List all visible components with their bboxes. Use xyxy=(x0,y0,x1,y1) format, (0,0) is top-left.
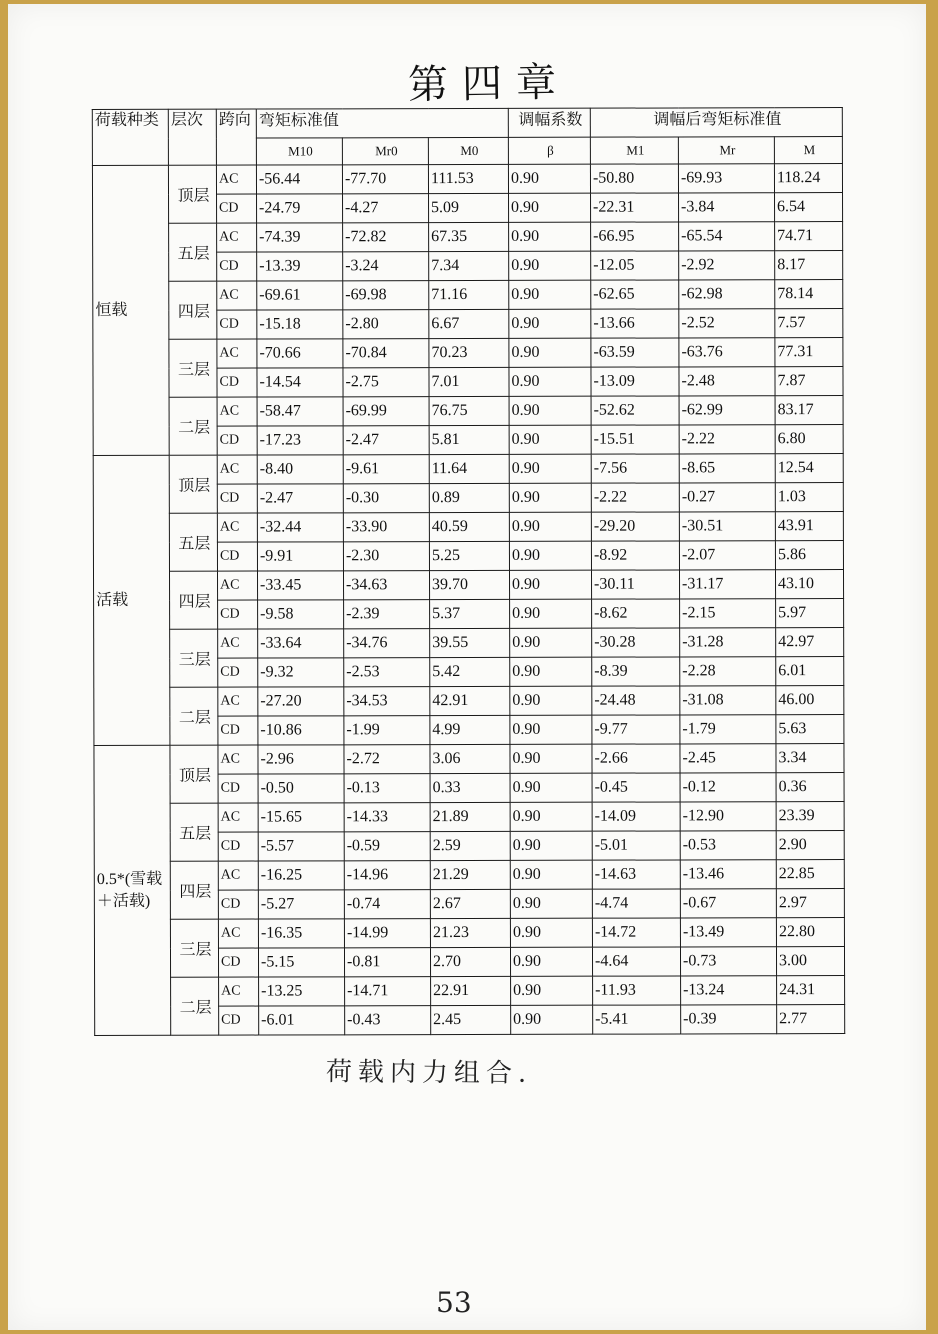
mr-cell: -8.65 xyxy=(679,454,775,483)
m-cell: 6.80 xyxy=(775,425,843,454)
span-cell: AC xyxy=(217,571,257,600)
mr-cell: -2.92 xyxy=(679,251,775,280)
mr0-cell: -70.84 xyxy=(343,339,429,368)
mr-cell: -31.17 xyxy=(679,570,775,599)
m10-cell: -27.20 xyxy=(258,687,344,716)
header-mr: Mr xyxy=(678,137,774,164)
mr-cell: -2.52 xyxy=(679,309,775,338)
m1-cell: -24.48 xyxy=(592,686,680,715)
beta-cell: 0.90 xyxy=(509,338,591,367)
beta-cell: 0.90 xyxy=(509,193,591,222)
span-cell: AC xyxy=(218,629,258,658)
mr-cell: -3.84 xyxy=(679,193,775,222)
beta-cell: 0.90 xyxy=(509,570,591,599)
mr-cell: -12.90 xyxy=(680,802,776,831)
mr-cell: -2.22 xyxy=(679,425,775,454)
mr0-cell: -0.74 xyxy=(344,890,430,919)
m1-cell: -2.66 xyxy=(592,744,680,773)
mr0-cell: -72.82 xyxy=(343,223,429,252)
header-m0: M0 xyxy=(428,137,508,164)
beta-cell: 0.90 xyxy=(509,222,591,251)
span-cell: CD xyxy=(217,484,257,513)
mr-cell: -0.39 xyxy=(681,1005,777,1034)
span-cell: AC xyxy=(217,281,257,310)
floor-cell: 四层 xyxy=(169,571,217,629)
m1-cell: -0.45 xyxy=(592,773,680,802)
beta-cell: 0.90 xyxy=(510,628,592,657)
header-m10: M10 xyxy=(256,138,342,165)
m-cell: 7.87 xyxy=(775,367,843,396)
m10-cell: -15.18 xyxy=(257,310,343,339)
mr0-cell: -3.24 xyxy=(343,252,429,281)
mr0-cell: -33.90 xyxy=(343,513,429,542)
mr-cell: -0.73 xyxy=(680,947,776,976)
m0-cell: 70.23 xyxy=(429,338,509,367)
span-cell: AC xyxy=(218,803,258,832)
m1-cell: -62.65 xyxy=(591,280,679,309)
m10-cell: -13.39 xyxy=(257,252,343,281)
mr0-cell: -77.70 xyxy=(342,165,428,194)
m1-cell: -29.20 xyxy=(591,512,679,541)
mr0-cell: -0.13 xyxy=(344,774,430,803)
load-type-cell: 活载 xyxy=(93,455,170,745)
span-cell: AC xyxy=(216,165,256,194)
m0-cell: 39.55 xyxy=(430,628,510,657)
beta-cell: 0.90 xyxy=(510,918,592,947)
m10-cell: -33.45 xyxy=(257,571,343,600)
beta-cell: 0.90 xyxy=(509,512,591,541)
header-beta: β xyxy=(508,137,590,164)
m0-cell: 5.42 xyxy=(430,657,510,686)
m1-cell: -2.22 xyxy=(591,483,679,512)
m10-cell: -16.35 xyxy=(258,919,344,948)
m-cell: 3.00 xyxy=(776,947,844,976)
m0-cell: 111.53 xyxy=(428,164,508,193)
mr0-cell: -2.75 xyxy=(343,368,429,397)
m-cell: 24.31 xyxy=(777,976,845,1005)
mr0-cell: -34.63 xyxy=(343,571,429,600)
m-cell: 74.71 xyxy=(775,222,843,251)
m1-cell: -50.80 xyxy=(590,164,678,193)
span-cell: AC xyxy=(218,745,258,774)
m0-cell: 2.67 xyxy=(430,889,510,918)
m1-cell: -5.01 xyxy=(592,831,680,860)
mr-cell: -2.07 xyxy=(679,541,775,570)
mr-cell: -1.79 xyxy=(680,715,776,744)
page-number: 53 xyxy=(436,1286,472,1319)
mr-cell: -31.28 xyxy=(680,628,776,657)
beta-cell: 0.90 xyxy=(509,367,591,396)
header-adjusted-moment: 调幅后弯矩标准值 xyxy=(590,108,842,138)
m-cell: 42.97 xyxy=(776,628,844,657)
m10-cell: -10.86 xyxy=(258,716,344,745)
mr0-cell: -69.99 xyxy=(343,397,429,426)
mr0-cell: -34.53 xyxy=(344,687,430,716)
m1-cell: -66.95 xyxy=(591,222,679,251)
m0-cell: 7.34 xyxy=(429,251,509,280)
m-cell: 22.85 xyxy=(776,860,844,889)
m0-cell: 67.35 xyxy=(429,222,509,251)
m10-cell: -2.47 xyxy=(257,484,343,513)
m1-cell: -5.41 xyxy=(593,1005,681,1034)
load-type-cell: 恒载 xyxy=(92,165,169,455)
beta-cell: 0.90 xyxy=(509,454,591,483)
floor-cell: 二层 xyxy=(171,977,219,1035)
mr0-cell: -14.99 xyxy=(344,919,430,948)
table-row xyxy=(92,164,842,195)
floor-cell: 五层 xyxy=(170,803,218,861)
m-cell: 7.57 xyxy=(775,309,843,338)
m0-cell: 0.33 xyxy=(430,773,510,802)
span-cell: AC xyxy=(217,513,257,542)
m0-cell: 40.59 xyxy=(429,512,509,541)
mr-cell: -62.99 xyxy=(679,396,775,425)
m0-cell: 2.70 xyxy=(430,947,510,976)
m-cell: 6.01 xyxy=(776,657,844,686)
m-cell: 43.91 xyxy=(775,512,843,541)
mr0-cell: -34.76 xyxy=(344,629,430,658)
span-cell: CD xyxy=(217,310,257,339)
m0-cell: 11.64 xyxy=(429,454,509,483)
m10-cell: -8.40 xyxy=(257,455,343,484)
floor-cell: 四层 xyxy=(169,281,217,339)
m-cell: 83.17 xyxy=(775,396,843,425)
m1-cell: -9.77 xyxy=(592,715,680,744)
m1-cell: -7.56 xyxy=(591,454,679,483)
m10-cell: -9.32 xyxy=(258,658,344,687)
mr-cell: -31.08 xyxy=(680,686,776,715)
m-cell: 12.54 xyxy=(775,454,843,483)
m-cell: 0.36 xyxy=(776,773,844,802)
m0-cell: 21.23 xyxy=(430,918,510,947)
span-cell: CD xyxy=(219,1006,259,1035)
span-cell: AC xyxy=(217,455,257,484)
m1-cell: -4.74 xyxy=(592,889,680,918)
m1-cell: -8.39 xyxy=(592,657,680,686)
m1-cell: -14.63 xyxy=(592,860,680,889)
m10-cell: -74.39 xyxy=(257,223,343,252)
m0-cell: 5.25 xyxy=(429,541,509,570)
m10-cell: -17.23 xyxy=(257,426,343,455)
mr-cell: -63.76 xyxy=(679,338,775,367)
span-cell: AC xyxy=(217,223,257,252)
mr0-cell: -1.99 xyxy=(344,716,430,745)
m-cell: 8.17 xyxy=(775,251,843,280)
floor-cell: 顶层 xyxy=(169,455,217,513)
floor-cell: 顶层 xyxy=(168,165,216,223)
m1-cell: -8.62 xyxy=(592,599,680,628)
span-cell: CD xyxy=(217,368,257,397)
span-cell: AC xyxy=(218,687,258,716)
table-row xyxy=(94,686,844,717)
mr-cell: -13.46 xyxy=(680,860,776,889)
header-m: M xyxy=(774,137,842,164)
beta-cell: 0.90 xyxy=(510,831,592,860)
m0-cell: 21.89 xyxy=(430,802,510,831)
m1-cell: -22.31 xyxy=(591,193,679,222)
moment-table xyxy=(92,107,845,1036)
m-cell: 5.86 xyxy=(775,541,843,570)
header-moment-std: 弯矩标准值 xyxy=(256,108,508,138)
m-cell: 78.14 xyxy=(775,280,843,309)
m1-cell: -52.62 xyxy=(591,396,679,425)
span-cell: AC xyxy=(218,919,258,948)
span-cell: CD xyxy=(218,948,258,977)
floor-cell: 三层 xyxy=(170,919,218,977)
span-cell: AC xyxy=(219,977,259,1006)
mr0-cell: -14.71 xyxy=(345,977,431,1006)
mr0-cell: -0.43 xyxy=(345,1006,431,1035)
table-row xyxy=(94,802,844,833)
header-floor: 层次 xyxy=(168,109,216,165)
m-cell: 46.00 xyxy=(776,686,844,715)
table-row xyxy=(95,976,845,1007)
floor-cell: 顶层 xyxy=(170,745,218,803)
m10-cell: -13.25 xyxy=(259,977,345,1006)
span-cell: CD xyxy=(217,542,257,571)
m-cell: 5.97 xyxy=(776,599,844,628)
m10-cell: -2.96 xyxy=(258,745,344,774)
mr-cell: -69.93 xyxy=(678,164,774,193)
m1-cell: -13.09 xyxy=(591,367,679,396)
mr0-cell: -2.72 xyxy=(344,745,430,774)
m10-cell: -32.44 xyxy=(257,513,343,542)
mr0-cell: -69.98 xyxy=(343,281,429,310)
m0-cell: 4.99 xyxy=(430,715,510,744)
span-cell: CD xyxy=(218,658,258,687)
span-cell: CD xyxy=(217,252,257,281)
m10-cell: -70.66 xyxy=(257,339,343,368)
m0-cell: 76.75 xyxy=(429,396,509,425)
mr0-cell: -2.53 xyxy=(344,658,430,687)
m0-cell: 2.59 xyxy=(430,831,510,860)
mr-cell: -2.45 xyxy=(680,744,776,773)
m0-cell: 6.67 xyxy=(429,309,509,338)
beta-cell: 0.90 xyxy=(510,860,592,889)
floor-cell: 五层 xyxy=(169,513,217,571)
table-row xyxy=(93,396,843,427)
m1-cell: -8.92 xyxy=(591,541,679,570)
mr-cell: -13.24 xyxy=(681,976,777,1005)
m-cell: 77.31 xyxy=(775,338,843,367)
beta-cell: 0.90 xyxy=(509,396,591,425)
m1-cell: -15.51 xyxy=(591,425,679,454)
beta-cell: 0.90 xyxy=(510,657,592,686)
header-span: 跨向 xyxy=(216,109,256,165)
m0-cell: 5.81 xyxy=(429,425,509,454)
mr-cell: -2.48 xyxy=(679,367,775,396)
beta-cell: 0.90 xyxy=(509,309,591,338)
m-cell: 23.39 xyxy=(776,802,844,831)
m-cell: 3.34 xyxy=(776,744,844,773)
table-row xyxy=(94,628,844,659)
mr0-cell: -2.30 xyxy=(343,542,429,571)
m10-cell: -69.61 xyxy=(257,281,343,310)
m1-cell: -14.09 xyxy=(592,802,680,831)
m-cell: 2.90 xyxy=(776,831,844,860)
m10-cell: -24.79 xyxy=(257,194,343,223)
mr-cell: -65.54 xyxy=(679,222,775,251)
floor-cell: 四层 xyxy=(170,861,218,919)
m-cell: 118.24 xyxy=(774,164,842,193)
span-cell: AC xyxy=(217,339,257,368)
m10-cell: -5.27 xyxy=(258,890,344,919)
m1-cell: -12.05 xyxy=(591,251,679,280)
span-cell: CD xyxy=(217,426,257,455)
mr-cell: -0.67 xyxy=(680,889,776,918)
m0-cell: 2.45 xyxy=(431,1005,511,1034)
beta-cell: 0.90 xyxy=(510,889,592,918)
header-adjust-coef: 调幅系数 xyxy=(508,108,590,137)
span-cell: CD xyxy=(218,832,258,861)
header-m1: M1 xyxy=(590,137,678,164)
table-row xyxy=(93,338,843,369)
header-mr0: Mr0 xyxy=(342,138,428,165)
floor-cell: 二层 xyxy=(170,687,218,745)
beta-cell: 0.90 xyxy=(510,773,592,802)
mr0-cell: -2.39 xyxy=(344,600,430,629)
m0-cell: 3.06 xyxy=(430,744,510,773)
m10-cell: -5.57 xyxy=(258,832,344,861)
m-cell: 6.54 xyxy=(775,193,843,222)
m1-cell: -14.72 xyxy=(592,918,680,947)
span-cell: AC xyxy=(218,861,258,890)
span-cell: CD xyxy=(217,194,257,223)
m10-cell: -33.64 xyxy=(258,629,344,658)
mr-cell: -0.12 xyxy=(680,773,776,802)
mr0-cell: -14.33 xyxy=(344,803,430,832)
m1-cell: -11.93 xyxy=(593,976,681,1005)
mr0-cell: -14.96 xyxy=(344,861,430,890)
m0-cell: 0.89 xyxy=(429,483,509,512)
m-cell: 2.97 xyxy=(776,889,844,918)
m0-cell: 7.01 xyxy=(429,367,509,396)
beta-cell: 0.90 xyxy=(509,251,591,280)
m10-cell: -9.91 xyxy=(257,542,343,571)
beta-cell: 0.90 xyxy=(510,599,592,628)
span-cell: CD xyxy=(218,890,258,919)
beta-cell: 0.90 xyxy=(509,541,591,570)
table-row xyxy=(94,918,844,949)
m10-cell: -9.58 xyxy=(258,600,344,629)
m-cell: 1.03 xyxy=(775,483,843,512)
chapter-heading: 第四章 xyxy=(407,59,571,109)
mr0-cell: -0.59 xyxy=(344,832,430,861)
table-row xyxy=(94,860,844,891)
mr0-cell: -0.30 xyxy=(343,484,429,513)
beta-cell: 0.90 xyxy=(511,976,593,1005)
m10-cell: -15.65 xyxy=(258,803,344,832)
mr-cell: -62.98 xyxy=(679,280,775,309)
m1-cell: -13.66 xyxy=(591,309,679,338)
beta-cell: 0.90 xyxy=(510,744,592,773)
floor-cell: 五层 xyxy=(169,223,217,281)
mr-cell: -13.49 xyxy=(680,918,776,947)
mr0-cell: -2.47 xyxy=(343,426,429,455)
m10-cell: -5.15 xyxy=(258,948,344,977)
load-type-cell: 0.5*(雪载＋活载) xyxy=(94,745,171,1035)
m1-cell: -30.11 xyxy=(591,570,679,599)
beta-cell: 0.90 xyxy=(509,483,591,512)
m0-cell: 22.91 xyxy=(431,976,511,1005)
beta-cell: 0.90 xyxy=(510,715,592,744)
table-row xyxy=(93,222,843,253)
m10-cell: -6.01 xyxy=(259,1006,345,1035)
table-row xyxy=(93,512,843,543)
m10-cell: -0.50 xyxy=(258,774,344,803)
span-cell: CD xyxy=(218,716,258,745)
beta-cell: 0.90 xyxy=(509,425,591,454)
header-row-1 xyxy=(92,108,842,139)
m0-cell: 21.29 xyxy=(430,860,510,889)
m10-cell: -16.25 xyxy=(258,861,344,890)
beta-cell: 0.90 xyxy=(510,947,592,976)
beta-cell: 0.90 xyxy=(510,686,592,715)
mr0-cell: -2.80 xyxy=(343,310,429,339)
m1-cell: -4.64 xyxy=(592,947,680,976)
mr-cell: -2.28 xyxy=(680,657,776,686)
mr0-cell: -0.81 xyxy=(344,948,430,977)
m1-cell: -30.28 xyxy=(592,628,680,657)
m0-cell: 71.16 xyxy=(429,280,509,309)
mr-cell: -2.15 xyxy=(680,599,776,628)
mr-cell: -30.51 xyxy=(679,512,775,541)
table-row xyxy=(93,570,843,601)
beta-cell: 0.90 xyxy=(508,164,590,193)
beta-cell: 0.90 xyxy=(510,802,592,831)
floor-cell: 二层 xyxy=(169,397,217,455)
mr-cell: -0.27 xyxy=(679,483,775,512)
floor-cell: 三层 xyxy=(169,339,217,397)
m-cell: 43.10 xyxy=(775,570,843,599)
table-row xyxy=(94,744,844,775)
span-cell: CD xyxy=(218,600,258,629)
span-cell: AC xyxy=(217,397,257,426)
table-row xyxy=(93,280,843,311)
m0-cell: 42.91 xyxy=(430,686,510,715)
m10-cell: -14.54 xyxy=(257,368,343,397)
m0-cell: 39.70 xyxy=(429,570,509,599)
m-cell: 5.63 xyxy=(776,715,844,744)
table-row xyxy=(93,454,843,485)
document-page xyxy=(8,4,926,1330)
mr0-cell: -9.61 xyxy=(343,455,429,484)
handwritten-caption: 荷载内力组合. xyxy=(325,1057,533,1089)
mr-cell: -0.53 xyxy=(680,831,776,860)
m-cell: 22.80 xyxy=(776,918,844,947)
floor-cell: 三层 xyxy=(170,629,218,687)
beta-cell: 0.90 xyxy=(511,1005,593,1034)
m0-cell: 5.37 xyxy=(430,599,510,628)
beta-cell: 0.90 xyxy=(509,280,591,309)
m0-cell: 5.09 xyxy=(429,193,509,222)
mr0-cell: -4.27 xyxy=(343,194,429,223)
m1-cell: -63.59 xyxy=(591,338,679,367)
m10-cell: -56.44 xyxy=(256,165,342,194)
header-load-type: 荷载种类 xyxy=(92,109,168,165)
m10-cell: -58.47 xyxy=(257,397,343,426)
m-cell: 2.77 xyxy=(777,1005,845,1034)
span-cell: CD xyxy=(218,774,258,803)
